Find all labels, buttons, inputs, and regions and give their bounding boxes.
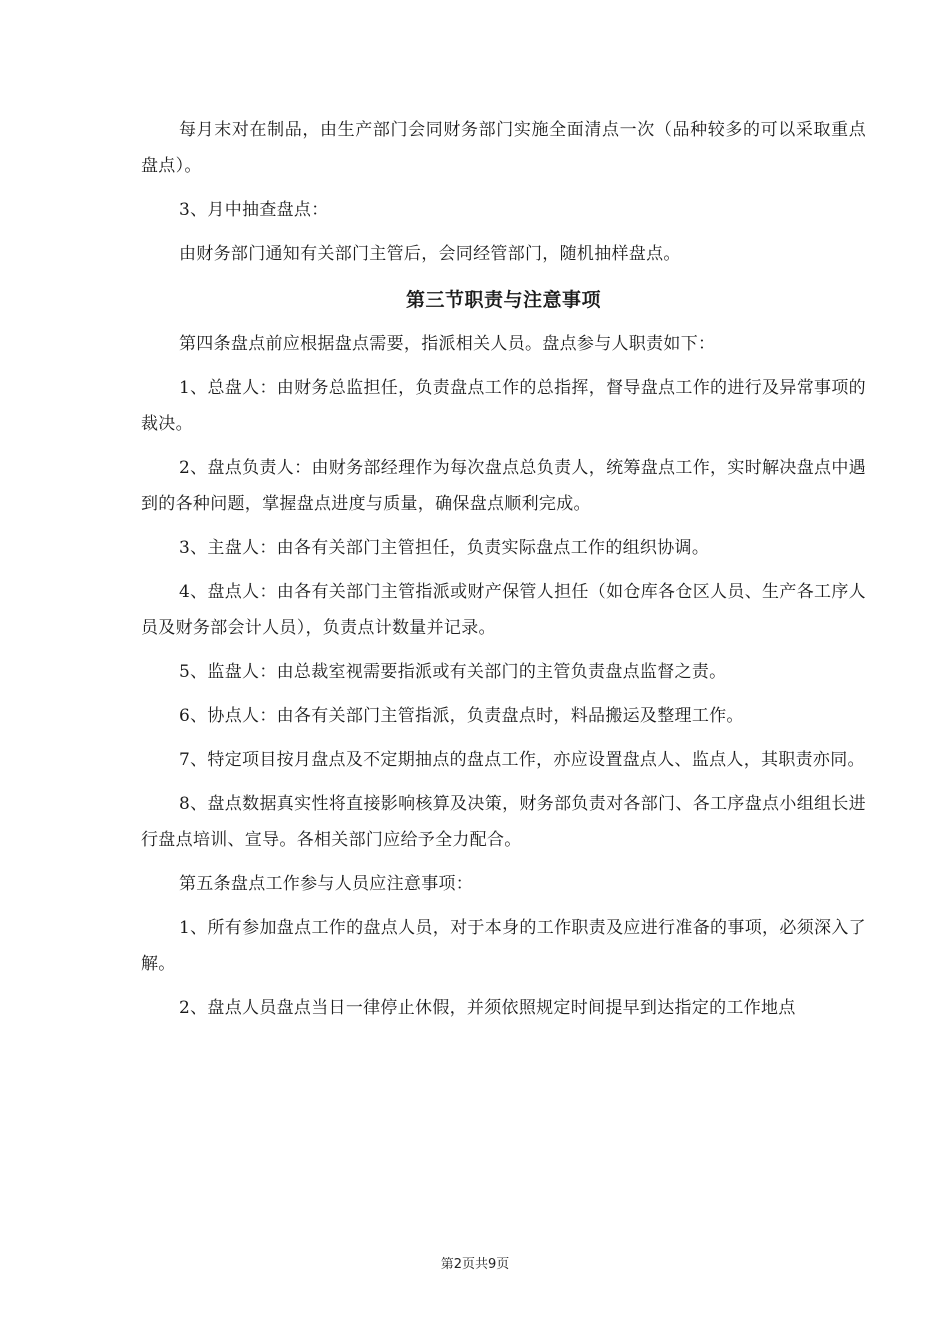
paragraph: 5、监盘人：由总裁室视需要指派或有关部门的主管负责盘点监督之责。 [179,662,727,682]
page-footer [0,1253,950,1272]
paragraph: 3、主盘人：由各有关部门主管担任，负责实际盘点工作的组织协调。 [179,538,710,558]
page-number: 第2页共9页 [440,1257,510,1272]
paragraph: 第四条盘点前应根据盘点需要，指派相关人员。盘点参与人职责如下： [179,334,716,354]
section-heading: 第三节职责与注意事项 [405,289,601,311]
paragraph: 1、总盘人：由财务总监担任，负责盘点工作的总指挥，督导盘点工作的进行及异常事项的裁决。 [141,378,866,434]
paragraph: 7、特定项目按月盘点及不定期抽点的盘点工作，亦应设置盘点人、监点人，其职责亦同。 [179,750,865,770]
paragraph: 由财务部门通知有关部门主管后，会同经管部门，随机抽样盘点。 [179,244,681,264]
paragraph: 8、盘点数据真实性将直接影响核算及决策，财务部负责对各部门、各工序盘点小组组长进行盘点培训、宣导。各相关部门应给予全力配合。 [141,794,866,850]
paragraph: 第五条盘点工作参与人员应注意事项： [179,874,474,894]
paragraph: 每月末对在制品，由生产部门会同财务部门实施全面清点一次（品种较多的可以采取重点盘点）。 [141,120,866,176]
paragraph: 4、盘点人：由各有关部门主管指派或财产保管人担任（如仓库各仓区人员、生产各工序人员及财务部会计人员），负责点计数量并记录。 [141,582,866,638]
paragraph: 2、盘点负责人：由财务部经理作为每次盘点总负责人，统筹盘点工作，实时解决盘点中遇到的各种问题，掌握盘点进度与质量，确保盘点顺利完成。 [141,458,866,514]
paragraph: 6、协点人：由各有关部门主管指派，负责盘点时，料品搬运及整理工作。 [179,706,744,726]
paragraph: 3、月中抽查盘点： [179,200,329,220]
document-body [141,112,866,1034]
paragraph: 1、所有参加盘点工作的盘点人员，对于本身的工作职责及应进行准备的事项，必须深入了解。 [141,918,866,974]
paragraph: 2、盘点人员盘点当日一律停止休假，并须依照规定时间提早到达指定的工作地点 [179,998,796,1018]
